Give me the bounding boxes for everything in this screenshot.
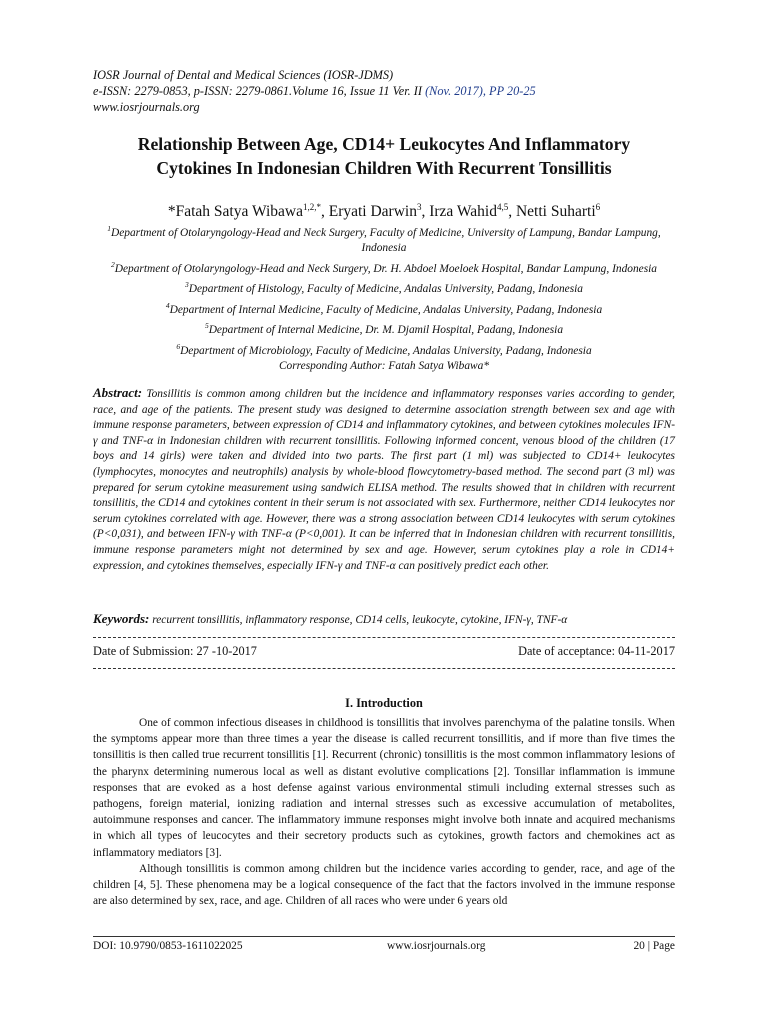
journal-website: www.iosrjournals.org [93,100,200,114]
journal-header [93,67,536,115]
section-body [93,715,675,909]
keywords-label: Keywords: [93,611,150,626]
page-footer [93,940,675,952]
doi: DOI: 10.9790/0853-1611022025 [93,940,243,952]
abstract-label: Abstract: [93,385,143,400]
author: Netti Suharti$^6$ [515,202,601,221]
section-heading: I. Introduction [345,696,423,710]
affiliation: $^6$Department of Microbiology, Faculty of Medicine, Andalas University, Padang, Indonesia [176,341,592,357]
abstract-text: Tonsillitis is common among children but the incidence and inflammatory responses varies according to gender, race, and age of the patients. The present study was designed to determine association strength between sex and age with immune response parameters, between expression of CD14 and inflammatory cytokines, and between cytokines molecules IFN-γ and TNF-α in Indonesian children with recurrent tonsillitis. Following informed concent, venous blood of the children (17 boys and 14 girls) were taken and divided into two parts. The first part (1 ml) was subjected to CD14+ leukocytes (lymphocytes, monocytes and neutrophils) analysis by whole-blood flowcytometry-based method. The second part (3 ml) was prepared for serum cytokine measurement using sandwich ELISA method. The results showed that in children with recurrent tonsillitis, the CD14 and cytokines content in their serum is not associated with sex. Furthermore, neither CD14 leukocytes nor serum cytokines correlated with age. However, there was a strong association between CD14 leukocytes with serum cytokines (P<0,031), and between IFN-γ with TNF-α (P<0,001). It can be inferred that in Indonesian children with recurrent tonsillitis, immune response parameters might not determined by sex and age. However, serum cytokines play a role in CD14+ expression, and cytokines themselves, especially IFN-γ and TNF-α can positively predict each other. [93,388,676,572]
affiliation: $^3$Department of Histology, Faculty of Medicine, Andalas University, Padang, Indonesia [184,280,584,296]
affiliation: $^2$Department of Otolaryngology-Head and Neck Surgery, Dr. H. Abdoel Moeloek Hospital, Bandar Lampung, Indonesia [111,259,657,275]
author: Irza Wahid$^{4,5}$, [429,202,516,221]
submission-date: Date of Submission: 27 -10-2017 [93,644,257,658]
affiliations [93,221,675,375]
abstract [93,385,675,574]
dashed-divider [93,668,675,669]
corresponding-author: Corresponding Author: Fatah Satya Wibawa* [278,359,490,372]
paragraph: Although tonsillitis is common among children but the incidence varies according to gender, race, and age of the children [4, 5]. These phenomena may be a logical consequence of the fact that the factors involved in the immune response are also determined by sex, race, and age. Children of all races who were under 6 years old [93,862,675,908]
affiliation: $^1$Department of Otolaryngology-Head and Neck Surgery, Faculty of Medicine, University of Lampung, Bandar Lampung, Indonesia [107,224,661,255]
keywords [93,611,675,628]
dashed-divider [93,637,675,638]
keywords-text: recurrent tonsillitis, inflammatory response, CD14 cells, leukocyte, cytokine, IFN-γ, TNF-α [152,614,568,626]
affiliation: $^4$Department of Internal Medicine, Faculty of Medicine, Andalas University, Padang, Indonesia [165,300,603,316]
paper-title: Relationship Between Age, CD14+ Leukocytes And Inflammatory Cytokines In Indonesian Children With Recurrent Tonsillitis [137,134,631,178]
dates-row [93,644,675,659]
author: Eryati Darwin$^3$, [328,202,430,221]
journal-issue: e-ISSN: 2279-0853, p-ISSN: 2279-0861.Volume 16, Issue 11 Ver. II (Nov. 2017), PP 20-25 [93,84,536,98]
paragraph: One of common infectious diseases in childhood is tonsillitis that involves parenchyma of the palatine tonsils. When the symptoms appear more than three times a year the disease is called recurrent tonsillitis, and if more than five times the tonsillitis is then called true recurrent tonsillitis [1]. Recurrent (chronic) tonsillitis is the most common inflammatory lesions of the pharynx determining numerous local as well as distant evolutive complications [2]. Tonsillar inflammation is immune responses that are evoked as a host defense against various environmental stimuli including external stresses such as pathogens, foreign material, ionizing radiation and internal stresses such as excessive accumulation of metabolites, autoimmune responses and cancer. The inflammatory immune responses might involve both innate and acquired mechanisms in which all types of leucocytes and their secretory products such as cytokines, growth factors and chemokines act as inflammatory mediators [3]. [93,717,675,859]
acceptance-date: Date of acceptance: 04-11-2017 [518,644,675,658]
footer-divider [93,936,675,937]
author: *Fatah Satya Wibawa$^{1,2,*}$, [167,202,329,221]
footer-website: www.iosrjournals.org [387,940,486,952]
affiliation: $^5$Department of Internal Medicine, Dr. M. Djamil Hospital, Padang, Indonesia [204,321,564,336]
journal-name: IOSR Journal of Dental and Medical Sciences (IOSR-JDMS) [93,68,394,82]
page-number: 20 | Page [633,940,675,952]
author-list [80,197,688,222]
